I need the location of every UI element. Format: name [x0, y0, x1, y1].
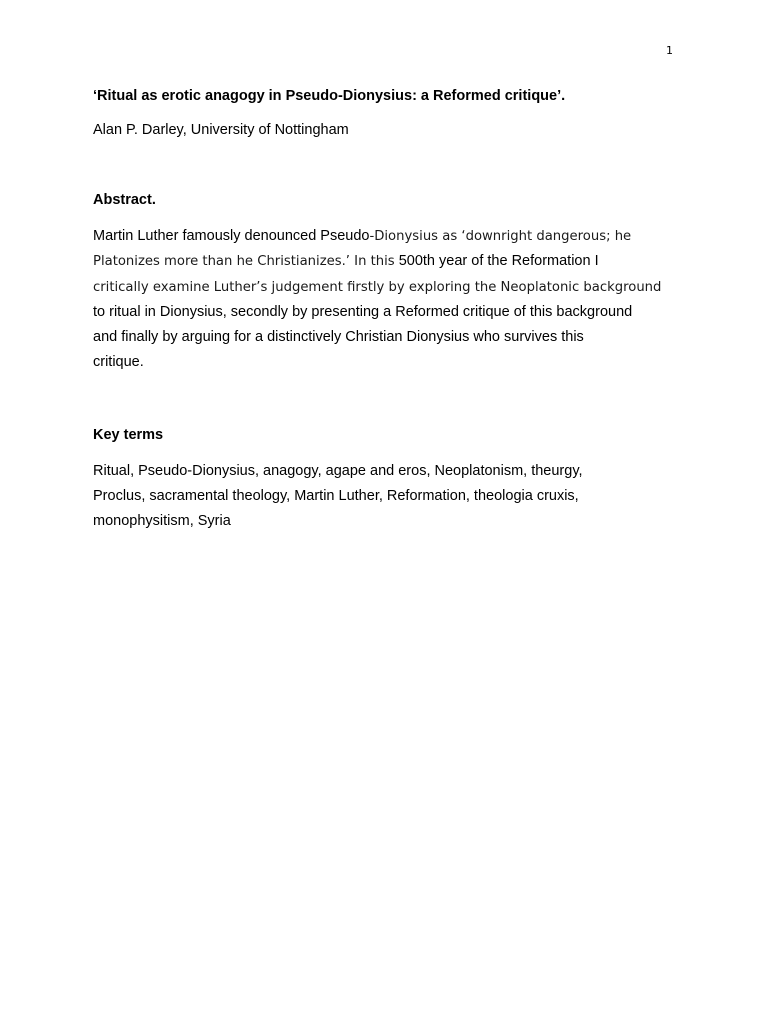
- key-terms-line: Proclus, sacramental theology, Martin Luther, Reformation, theologia cruxis,: [93, 488, 579, 505]
- key-terms-line: monophysitism, Syria: [93, 513, 231, 530]
- abstract-segment: 500th year of the Reformation I: [394, 253, 599, 270]
- abstract-line: critically examine Luther’s judgement firstly by exploring the Neoplatonic background: [93, 279, 662, 295]
- abstract-segment: Platonizes more than he Christianizes.’ In this: [93, 254, 395, 270]
- abstract-line: [93, 224, 683, 249]
- page-number: 1: [666, 44, 673, 57]
- abstract-line: and finally by arguing for a distinctively Christian Dionysius who survives this: [93, 329, 584, 346]
- abstract-segment: -Dionysius as ‘downright dangerous; he: [369, 229, 632, 244]
- abstract-line: to ritual in Dionysius, secondly by presenting a Reformed critique of this background: [93, 303, 633, 320]
- abstract-paragraph: [93, 224, 683, 376]
- author-affiliation: Alan P. Darley, University of Nottingham: [93, 122, 349, 138]
- abstract-line: critique.: [93, 354, 144, 371]
- abstract-heading: Abstract.: [93, 192, 156, 208]
- key-terms-line: Ritual, Pseudo-Dionysius, anagogy, agape and eros, Neoplatonism, theurgy,: [93, 462, 583, 479]
- abstract-line: [93, 249, 683, 274]
- key-terms-paragraph: [93, 459, 683, 535]
- key-terms-heading: Key terms: [93, 426, 164, 443]
- abstract-segment: Martin Luther famously denounced Pseudo: [93, 228, 370, 244]
- paper-title: ‘Ritual as erotic anagogy in Pseudo-Dionysius: a Reformed critique’.: [93, 88, 566, 104]
- document-body: [93, 87, 683, 535]
